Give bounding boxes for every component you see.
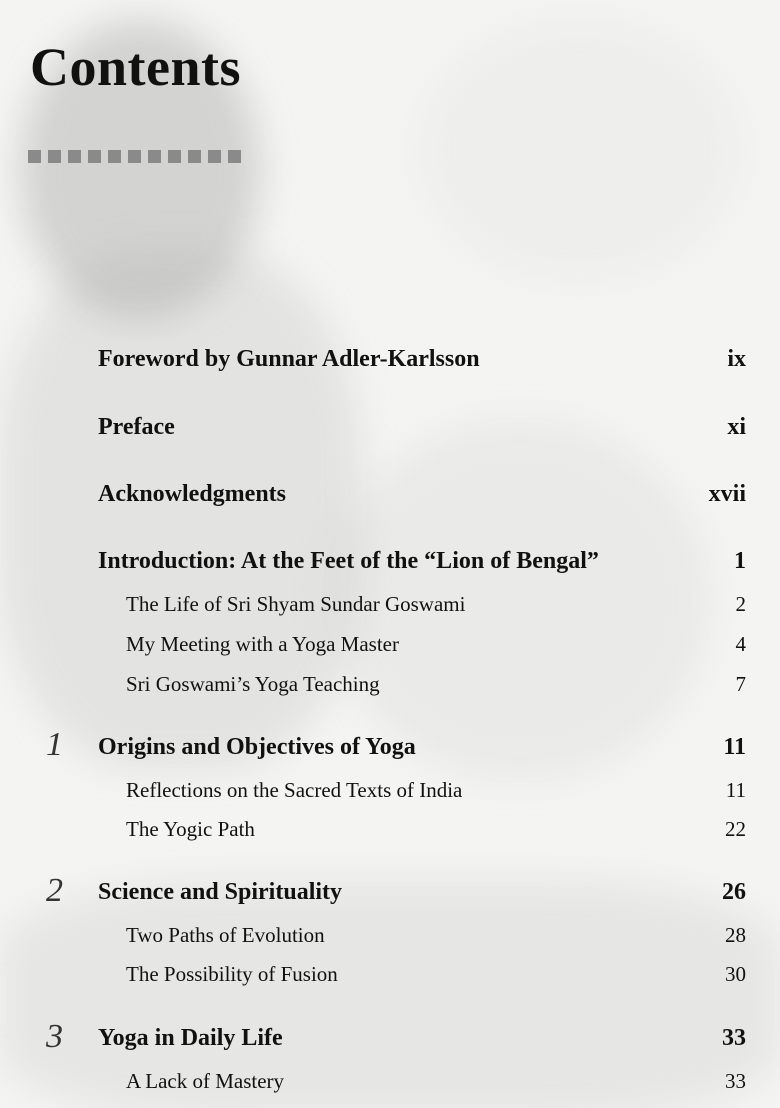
toc-subentry[interactable] — [126, 778, 746, 803]
toc-entry-foreword[interactable] — [98, 346, 746, 373]
toc-entry-page: 33 — [722, 1025, 746, 1051]
toc-entry-title: My Meeting with a Yoga Master — [126, 632, 399, 656]
square-icon — [28, 150, 41, 163]
toc-entry-title: Introduction: At the Feet of the “Lion of Bengal” — [98, 548, 599, 574]
toc-entry-title: Origins and Objectives of Yoga — [98, 734, 416, 760]
toc-entry-page: 26 — [722, 879, 746, 905]
square-icon — [128, 150, 141, 163]
square-icon — [48, 150, 61, 163]
toc-entry-page: 2 — [735, 592, 746, 616]
page-title: Contents — [30, 37, 242, 97]
toc-entry-chapter-1[interactable] — [98, 734, 746, 761]
toc-entry-page: 33 — [725, 1069, 746, 1093]
toc-entry-title: The Yogic Path — [126, 817, 255, 841]
toc-subentry[interactable] — [126, 817, 746, 842]
toc-entry-page: ix — [727, 346, 746, 372]
toc-entry-title: The Possibility of Fusion — [126, 962, 338, 986]
toc-entry-title: The Life of Sri Shyam Sundar Goswami — [126, 592, 466, 616]
toc-entry-title: Science and Spirituality — [98, 879, 343, 905]
chapter-number: 3 — [46, 1018, 63, 1055]
toc-entry-page: 4 — [735, 632, 746, 656]
square-icon — [108, 150, 121, 163]
chapter-number: 2 — [46, 872, 63, 909]
toc-entry-chapter-3[interactable] — [98, 1025, 746, 1052]
toc-entry-page: 28 — [725, 923, 746, 947]
chapter-number: 1 — [46, 726, 63, 763]
toc-entry-title: A Lack of Mastery — [126, 1069, 285, 1093]
toc-entry-page: xvii — [708, 481, 746, 507]
toc-entry-title: Acknowledgments — [98, 481, 287, 507]
square-icon — [188, 150, 201, 163]
toc-entry-title: Reflections on the Sacred Texts of India — [126, 778, 463, 802]
square-icon — [148, 150, 161, 163]
toc-subentry[interactable] — [126, 1069, 746, 1094]
toc-entry-page: 11 — [723, 734, 746, 760]
toc-entry-page: 7 — [735, 672, 746, 696]
toc-subentry[interactable] — [126, 592, 746, 617]
toc-entry-page: xi — [727, 414, 746, 440]
toc-entry-acknowledgments[interactable] — [98, 481, 746, 508]
toc-subentry[interactable] — [126, 672, 746, 697]
toc-entry-title: Preface — [98, 414, 175, 440]
toc-entry-chapter-2[interactable] — [98, 879, 746, 906]
toc-entry-page: 1 — [734, 548, 746, 574]
toc-entry-page: 22 — [725, 817, 746, 841]
toc-entry-title: Foreword by Gunnar Adler-Karlsson — [98, 346, 480, 372]
toc-entry-title: Two Paths of Evolution — [126, 923, 325, 947]
toc-entry-introduction[interactable] — [98, 548, 746, 575]
square-icon — [228, 150, 241, 163]
toc-entry-title: Sri Goswami’s Yoga Teaching — [126, 672, 380, 696]
toc-entry-title: Yoga in Daily Life — [98, 1025, 283, 1051]
toc-entry-page: 30 — [725, 962, 746, 986]
square-icon — [88, 150, 101, 163]
toc-subentry[interactable] — [126, 962, 746, 987]
square-icon — [208, 150, 221, 163]
toc-subentry[interactable] — [126, 923, 746, 948]
toc-entry-preface[interactable] — [98, 414, 746, 441]
square-icon — [168, 150, 181, 163]
decorative-squares — [28, 150, 241, 163]
toc-entry-page: 11 — [725, 778, 746, 802]
toc-subentry[interactable] — [126, 632, 746, 657]
square-icon — [68, 150, 81, 163]
